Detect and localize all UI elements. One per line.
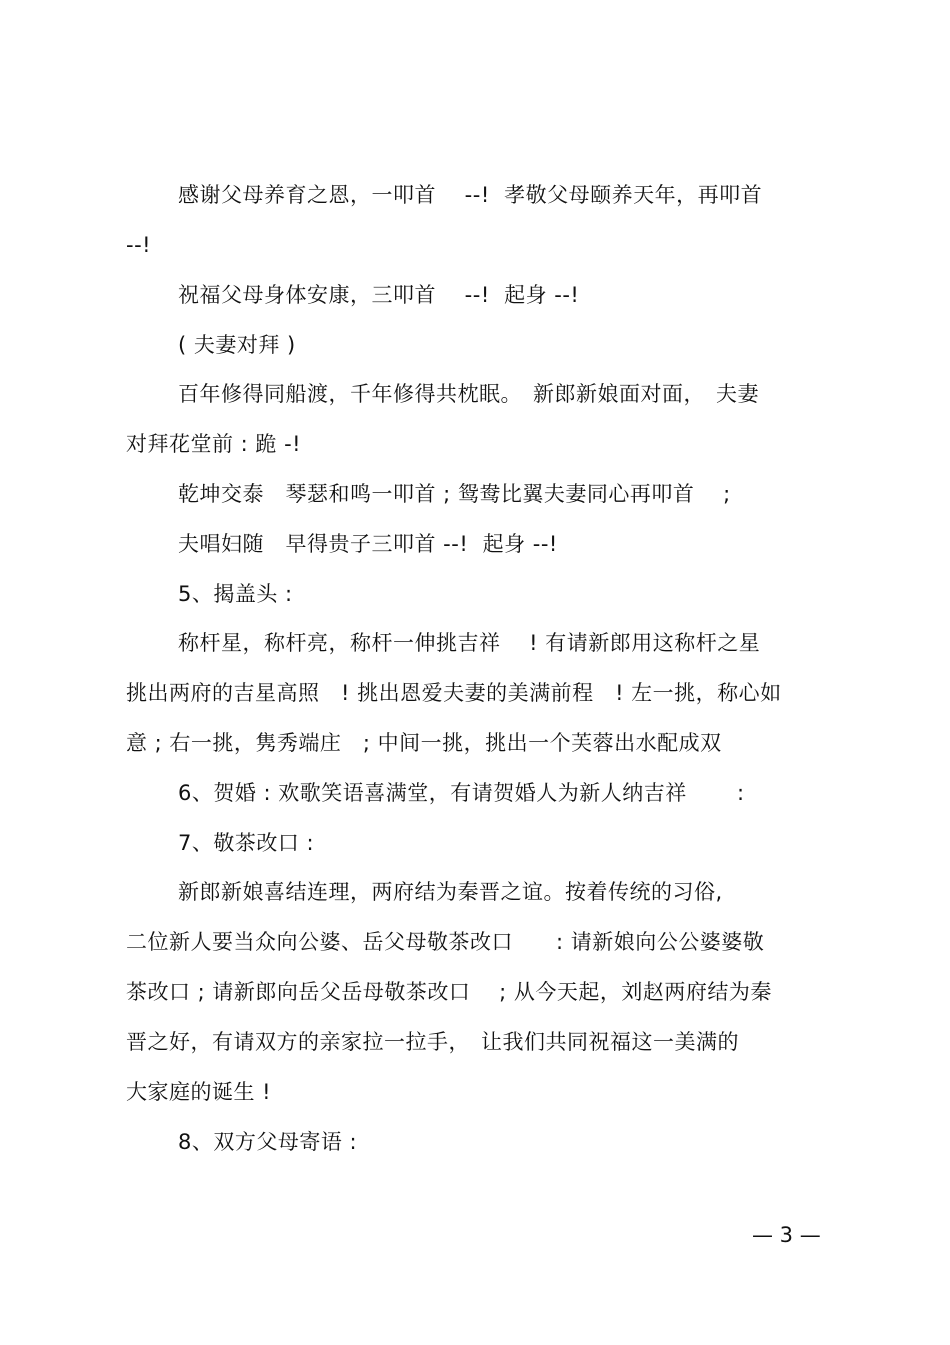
section-heading-8: 8、双方父母寄语 : — [178, 1130, 358, 1154]
text-line-16: 二位新人要当众向公婆、岳父母敬茶改口 : 请新娘向公公婆婆敬 — [126, 930, 765, 954]
text-line-2: --! — [126, 233, 152, 257]
text-line-5: 百年修得同船渡，千年修得共枕眠。 新郎新娘面对面， 夫妻 — [178, 382, 759, 406]
text-line-10: 称杆星，称杆亮，称杆一伸挑吉祥 ! 有请新郎用这称杆之星 — [178, 631, 761, 655]
section-heading-6: 6、贺婚 : 欢歌笑语喜满堂，有请贺婚人为新人纳吉祥 : — [178, 781, 745, 805]
text-line-1: 感谢父母养育之恩，一叩首 --! 孝敬父母颐养天年，再叩首 — [178, 183, 763, 207]
section-heading-couple-bow: ( 夫妻对拜 ) — [178, 333, 296, 357]
text-line-3: 祝福父母身体安康，三叩首 --! 起身 --! — [178, 283, 580, 307]
text-line-6: 对拜花堂前 : 跪 -! — [126, 432, 302, 456]
text-line-15: 新郎新娘喜结连理，两府结为秦晋之谊。按着传统的习俗, — [178, 880, 723, 904]
page-number: — 3 — — [752, 1223, 821, 1247]
text-line-11: 挑出两府的吉星高照 ! 挑出恩爱夫妻的美满前程 ! 左一挑，称心如 — [126, 681, 782, 705]
section-heading-5: 5、揭盖头 : — [178, 582, 293, 606]
text-line-7: 乾坤交泰 琴瑟和鸣一叩首 ; 鸳鸯比翼夫妻同心再叩首 ; — [178, 482, 731, 506]
section-heading-7: 7、敬茶改口 : — [178, 831, 315, 855]
text-line-19: 大家庭的诞生 ! — [126, 1080, 272, 1104]
text-line-18: 晋之好，有请双方的亲家拉一拉手， 让我们共同祝福这一美满的 — [126, 1030, 739, 1054]
text-line-8: 夫唱妇随 早得贵子三叩首 --! 起身 --! — [178, 532, 558, 556]
text-line-12: 意 ; 右一挑，隽秀端庄 ; 中间一挑，挑出一个芙蓉出水配成双 — [126, 731, 722, 755]
text-line-17: 茶改口 ; 请新郎向岳父岳母敬茶改口 ; 从今天起，刘赵两府结为秦 — [126, 980, 772, 1004]
